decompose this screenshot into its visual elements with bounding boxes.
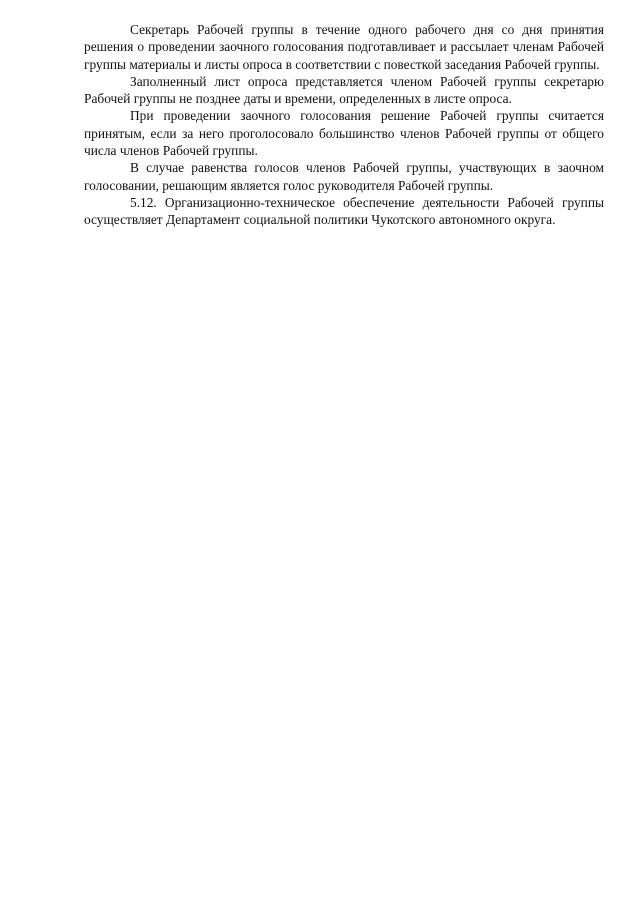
document-body <box>84 21 604 229</box>
paragraph-tie-vote: В случае равенства голосов членов Рабочей группы, участвующих в заочном голосовании, решающим является голос руководителя Рабочей группы. <box>84 160 604 193</box>
paragraph-secretary-dispatch: Секретарь Рабочей группы в течение одного рабочего дня со дня принятия решения о проведении заочного голосования подготавливает и рассылает членам Рабочей группы материалы и листы опроса в соответствии с повесткой заседания Рабочей группы. <box>84 22 604 72</box>
paragraph-decision-adoption: При проведении заочного голосования решение Рабочей группы считается принятым, если за него проголосовало большинство членов Рабочей группы от общего числа членов Рабочей группы. <box>84 108 604 159</box>
paragraph-questionnaire-submission: Заполненный лист опроса представляется членом Рабочей группы секретарю Рабочей группы не позднее даты и времени, определенных в листе опроса. <box>84 73 604 107</box>
paragraph-section-5-12: 5.12. Организационно-техническое обеспечение деятельности Рабочей группы осуществляет Департамент социальной политики Чукотского автономного округа. <box>84 194 604 228</box>
